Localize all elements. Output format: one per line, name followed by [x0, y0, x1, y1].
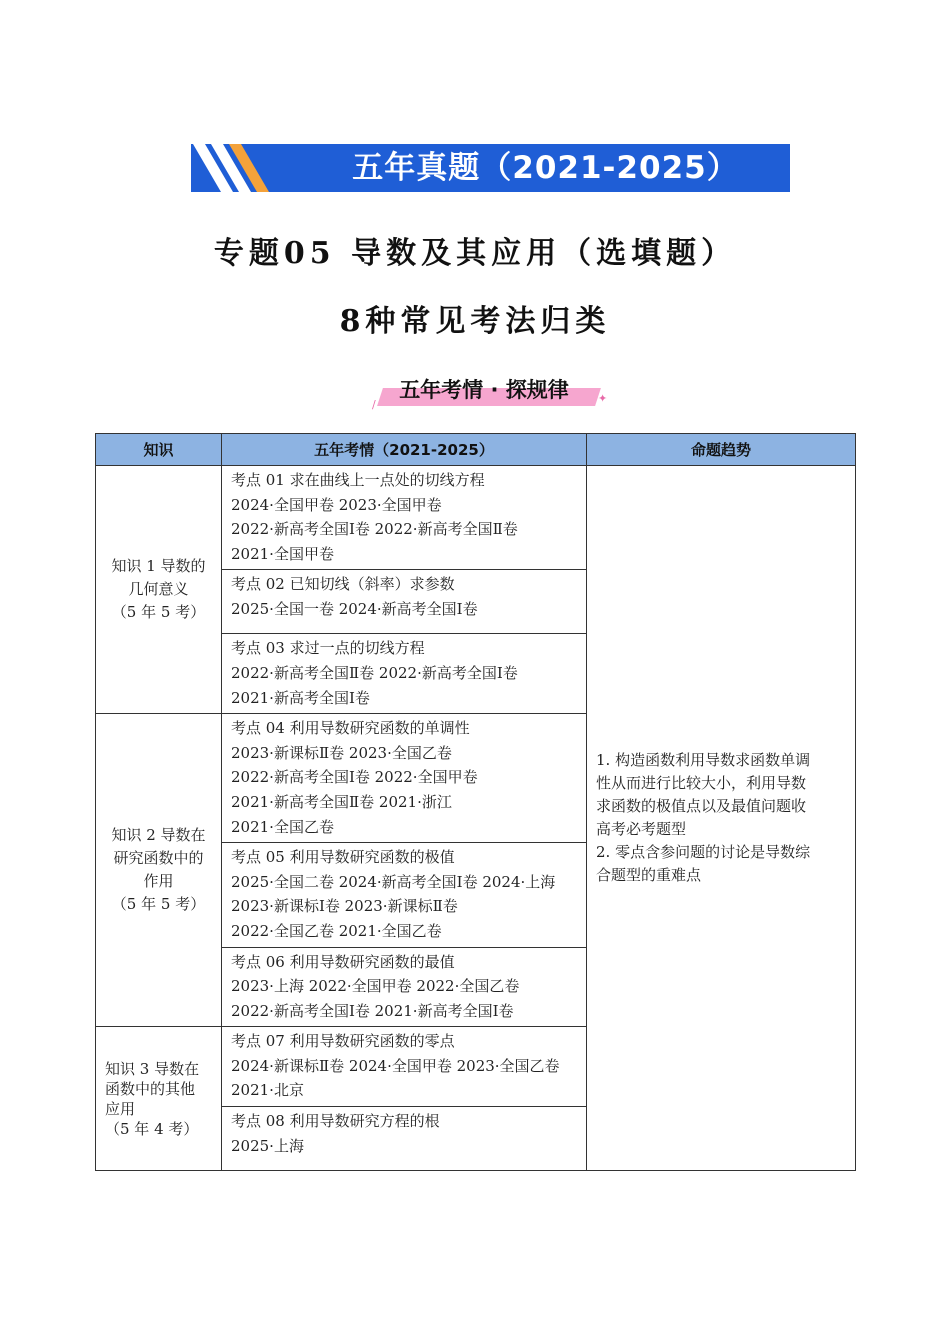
trend-cell: 1. 构造函数利用导数求函数单调 性从而进行比较大小，利用导数 求函数的极值点以及最值问题收 高考必考题型 2. 零点含参问题的讨论是导数综 合题型的重难点 [587, 466, 856, 1171]
header-knowledge: 知识 [96, 434, 222, 466]
knowledge-1: 知识 1 导数的 几何意义 （5 年 5 考） [96, 466, 222, 714]
exam-point-04: 考点 04 利用导数研究函数的单调性 2023·新课标Ⅱ卷 2023·全国乙卷 2022·新高考全国Ⅰ卷 2022·全国甲卷 2021·新高考全国Ⅱ卷 2021·浙江 2021·全国乙卷 [222, 714, 587, 843]
section-heading-text: 五年考情 · 探规律 [399, 378, 569, 402]
exam-point-06: 考点 06 利用导数研究函数的最值 2023·上海 2022·全国甲卷 2022·全国乙卷 2022·新高考全国Ⅰ卷 2021·新高考全国Ⅰ卷 [222, 947, 587, 1027]
table-header-row [96, 434, 856, 466]
exam-point-01: 考点 01 求在曲线上一点处的切线方程 2024·全国甲卷 2023·全国甲卷 2022·新高考全国Ⅰ卷 2022·新高考全国Ⅱ卷 2021·全国甲卷 [222, 466, 587, 570]
exam-table [95, 433, 856, 1171]
exam-point-07: 考点 07 利用导数研究函数的零点 2024·新课标Ⅱ卷 2024·全国甲卷 2023·全国乙卷 2021·北京 [222, 1027, 587, 1107]
banner-title: 五年真题（2021-2025） [352, 150, 739, 186]
exam-point-02: 考点 02 已知切线（斜率）求参数 2025·全国一卷 2024·新高考全国Ⅰ卷 [222, 570, 587, 634]
page-subtitle: 8种常见考法归类 [339, 304, 611, 339]
page-title: 专题05 导数及其应用（选填题） [213, 236, 737, 271]
banner-stripes [191, 144, 301, 192]
sparkle-icon: / [372, 398, 376, 411]
knowledge-2: 知识 2 导数在 研究函数中的 作用 （5 年 5 考） [96, 714, 222, 1027]
header-trend: 命题趋势 [587, 434, 856, 466]
header-banner [191, 144, 790, 192]
header-history: 五年考情（2021-2025） [222, 434, 587, 466]
exam-point-08: 考点 08 利用导数研究方程的根 2025·上海 [222, 1107, 587, 1171]
exam-point-03: 考点 03 求过一点的切线方程 2022·新高考全国Ⅱ卷 2022·新高考全国Ⅰ卷 2021·新高考全国Ⅰ卷 [222, 634, 587, 714]
table-row [96, 466, 856, 570]
knowledge-3: 知识 3 导数在 函数中的其他 应用 （5 年 4 考） [96, 1027, 222, 1171]
sparkle-icon: ✦ [598, 392, 608, 405]
section-heading [372, 370, 612, 414]
exam-point-05: 考点 05 利用导数研究函数的极值 2025·全国二卷 2024·新高考全国Ⅰ卷 2024·上海 2023·新课标Ⅰ卷 2023·新课标Ⅱ卷 2022·全国乙卷 2021·全国乙卷 [222, 843, 587, 947]
